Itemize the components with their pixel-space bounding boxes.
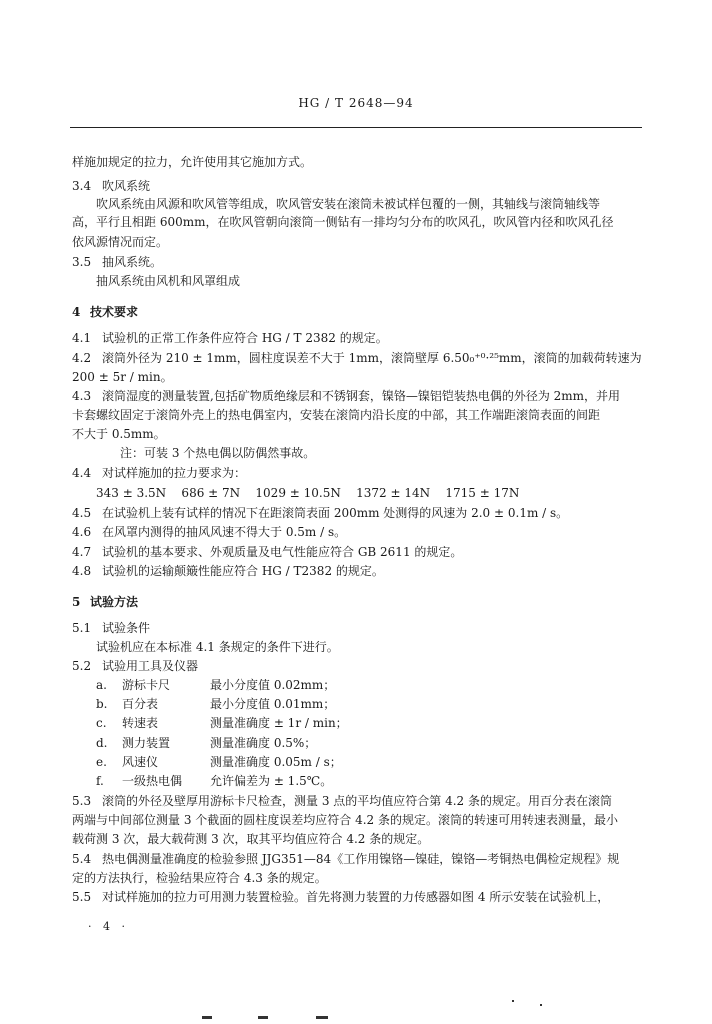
section-title: 抽风系统。: [102, 255, 163, 269]
section-title: 试验条件: [102, 621, 151, 635]
clause-text: 对试样施加的拉力要求为：: [102, 466, 247, 480]
text-line: 卡套螺纹固定于滚筒外壳上的热电偶室内，安装在滚筒内沿长度的中部，其工作端距滚筒表面的间距: [72, 408, 601, 422]
clause-4-4: [72, 465, 246, 481]
text-line: 200 ± 5r / min。: [72, 370, 173, 384]
scan-mark: [202, 1016, 212, 1019]
tool-name: 百分表: [122, 697, 159, 711]
text-line: 不大于 0.5mm。: [72, 427, 166, 441]
page-header: HG / T 2648—94: [298, 96, 414, 110]
tool-spec: 测量准确度 ± 1r / min；: [210, 716, 348, 730]
section-number: 5.3: [72, 794, 92, 808]
section-number: 4.6: [72, 525, 92, 539]
section-heading-5-2: [72, 658, 198, 674]
clause-text: 滚筒湿度的测量装置,包括矿物质绝缘层和不锈钢套，镍铬—镍铝铠装热电偶的外径为 2mm，并用: [102, 389, 621, 403]
section-title: 试验用工具及仪器: [102, 659, 199, 673]
section-number: 4.2: [72, 351, 92, 365]
section-number: 3.5: [72, 255, 92, 269]
text-line: 试验机应在本标准 4.1 条规定的条件下进行。: [96, 640, 339, 654]
section-heading-4: [72, 304, 138, 320]
clause-text: 在试验机上装有试样的情况下在距滚筒表面 200mm 处测得的风速为 2.0 ± 0.1m / s。: [102, 506, 569, 520]
tool-label: f.: [96, 774, 104, 788]
scan-mark: [540, 1004, 542, 1006]
tool-item: [96, 754, 342, 770]
tool-name: 转速表: [122, 716, 159, 730]
tool-name: 游标卡尺: [122, 678, 171, 692]
tool-label: d.: [96, 736, 108, 750]
section-number: 5.1: [72, 621, 92, 635]
tool-name: 测力装置: [122, 736, 171, 750]
text-line: 吹风系统由风源和吹风管等组成，吹风管安装在滚筒未被试样包覆的一侧，其轴线与滚筒轴线等: [96, 197, 601, 211]
tool-item: [96, 735, 316, 751]
text-line: 抽风系统由风机和风罩组成: [96, 274, 241, 288]
text-line: 高，平行且相距 600mm，在吹风管朝向滚筒一侧钻有一排均匀分布的吹风孔，吹风管内径和吹风孔径: [72, 215, 614, 229]
clause-text: 热电偶测量准确度的检验参照 JJG351—84《工作用镍铬—镍硅，镍铬—考铜热电偶检定规程》规: [102, 852, 620, 866]
tool-label: b.: [96, 697, 108, 711]
tool-spec: 测量准确度 0.5%；: [210, 736, 317, 750]
clause-text: 试验机的正常工作条件应符合 HG / T 2382 的规定。: [102, 331, 388, 345]
section-title: 试验方法: [90, 595, 139, 609]
clause-text: 滚筒的外径及壁厚用游标卡尺检查，测量 3 点的平均值应符合第 4.2 条的规定。用百分表在滚筒: [102, 794, 612, 808]
clause-4-5: [72, 505, 568, 521]
tool-spec: 测量准确度 0.05m / s；: [210, 755, 342, 769]
clause-4-2: [72, 350, 642, 366]
section-title: 技术要求: [90, 305, 139, 319]
section-number: 4.4: [72, 466, 92, 480]
tool-name: 风速仪: [122, 755, 159, 769]
clause-5-5: [72, 889, 609, 905]
header-rule: [70, 127, 642, 128]
note-line: 注：可装 3 个热电偶以防偶然事故。: [120, 446, 316, 460]
section-number: 4.3: [72, 389, 92, 403]
section-number: 4.8: [72, 564, 92, 578]
clause-4-8: [72, 563, 384, 579]
text-line: 两端与中间部位测量 3 个截面的圆柱度误差均应符合 4.2 条的规定。滚筒的转速可用转速表测量，最小: [72, 813, 618, 827]
text-line: 样施加规定的拉力，允许使用其它施加方式。: [72, 155, 313, 169]
clause-4-6: [72, 524, 346, 540]
clause-5-3: [72, 793, 612, 809]
tool-item: [96, 696, 335, 712]
section-number: 5.2: [72, 659, 92, 673]
clause-4-3: [72, 388, 620, 404]
clause-text: 对试样施加的拉力可用测力装置检验。首先将测力装置的力传感器如图 4 所示安装在试验机上，: [102, 890, 610, 904]
scan-mark: [258, 1016, 268, 1019]
scan-mark: [316, 1016, 328, 1019]
section-heading-5-1: [72, 620, 150, 636]
section-number: 3.4: [72, 179, 92, 193]
section-heading-5: [72, 594, 138, 610]
clause-4-1: [72, 330, 388, 346]
section-number: 5.4: [72, 852, 92, 866]
section-number: 5: [72, 595, 81, 609]
page-number: · 4 ·: [88, 920, 129, 933]
tool-item: [96, 715, 348, 731]
section-number: 4.5: [72, 506, 92, 520]
force-values: 343 ± 3.5N 686 ± 7N 1029 ± 10.5N 1372 ± 14N 1715 ± 17N: [96, 486, 520, 500]
section-heading-3-5: [72, 254, 162, 270]
tool-label: a.: [96, 678, 107, 692]
clause-text: 试验机的运输颠簸性能应符合 HG / T2382 的规定。: [102, 564, 384, 578]
tool-item: [96, 677, 335, 693]
tool-spec: 最小分度值 0.02mm；: [210, 678, 336, 692]
clause-text: 试验机的基本要求、外观质量及电气性能应符合 GB 2611 的规定。: [102, 545, 463, 559]
section-title: 吹风系统: [102, 179, 151, 193]
tool-item: [96, 773, 332, 789]
section-heading-3-4: [72, 178, 150, 194]
tool-label: c.: [96, 716, 107, 730]
tool-spec: 允许偏差为 ± 1.5℃。: [210, 774, 333, 788]
tool-label: e.: [96, 755, 107, 769]
text-line: 依风源情况而定。: [72, 235, 169, 249]
section-number: 4: [72, 305, 81, 319]
clause-text: 滚筒外径为 210 ± 1mm，圆柱度误差不大于 1mm，滚筒壁厚 6.50₀⁺⁰·²⁵mm，滚筒的加载荷转速为: [102, 351, 642, 365]
section-number: 5.5: [72, 890, 92, 904]
tool-name: 一级热电偶: [122, 774, 183, 788]
clause-text: 在风罩内测得的抽风风速不得大于 0.5m / s。: [102, 525, 347, 539]
tool-spec: 最小分度值 0.01mm；: [210, 697, 336, 711]
clause-5-4: [72, 851, 619, 867]
text-line: 定的方法执行，检验结果应符合 4.3 条的规定。: [72, 871, 327, 885]
text-line: 载荷测 3 次，最大载荷测 3 次，取其平均值应符合 4.2 条的规定。: [72, 832, 430, 846]
section-number: 4.7: [72, 545, 92, 559]
scan-mark: [512, 1000, 514, 1002]
clause-4-7: [72, 544, 462, 560]
section-number: 4.1: [72, 331, 92, 345]
